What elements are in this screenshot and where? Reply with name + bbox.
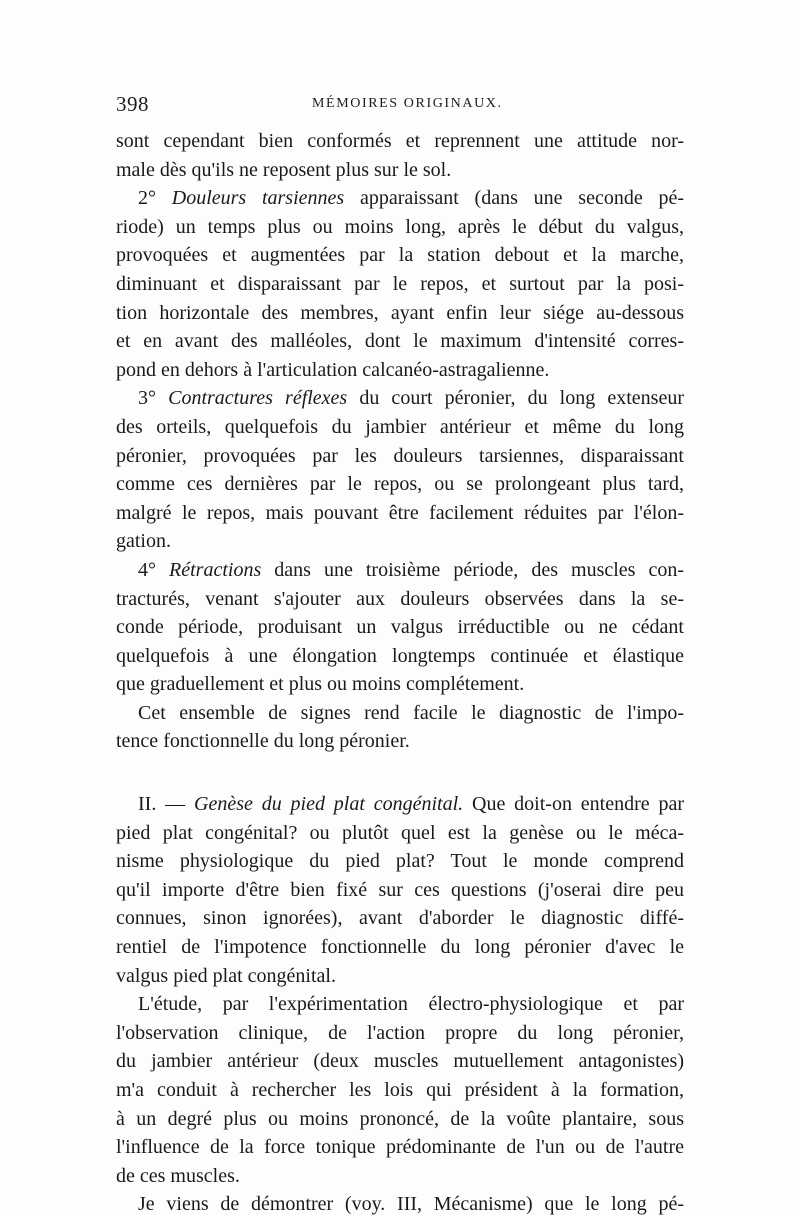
text-line: l'influence de la force tonique prédominante de l'un ou de l'autre: [116, 1136, 684, 1159]
text-line: diminuant et disparaissant par le repos, et surtout par la posi-: [116, 272, 684, 295]
text-line: riode) un temps plus ou moins long, après le début du valgus,: [116, 215, 684, 238]
text-line: comme ces dernières par le repos, ou se prolongeant plus tard,: [116, 473, 684, 496]
text-line: nisme physiologique du pied plat? Tout le monde comprend: [116, 850, 684, 873]
text-line: qu'il importe d'être bien fixé sur ces questions (j'oserai dire peu: [116, 878, 684, 901]
text-line: [116, 556, 684, 585]
section-gap: [116, 756, 684, 790]
text-line: gation.: [116, 530, 171, 553]
text-line: [116, 384, 684, 413]
paragraph-2: [116, 184, 684, 384]
line-rest: apparaissant (dans une seconde pé-: [359, 187, 684, 210]
text-line: pond en dehors à l'articulation calcanéo-astragalienne.: [116, 358, 550, 381]
page-header: [116, 92, 686, 122]
text-line: rentiel de l'impotence fonctionnelle du long péronier d'avec le: [116, 936, 684, 959]
text-line: [116, 184, 684, 213]
text-line: provoquées et augmentées par la station debout et la marche,: [116, 244, 684, 267]
line-rest: Que doit-on entendre par: [472, 793, 685, 816]
text-line: péronier, provoquées par les douleurs tarsiennes, disparaissant: [116, 444, 684, 467]
text-line: m'a conduit à rechercher les lois qui président à la formation,: [116, 1079, 684, 1101]
text-line: valgus pied plat congénital.: [116, 964, 336, 987]
text-line: L'étude, par l'expérimentation électro-physiologique et par: [138, 993, 684, 1016]
text-line: tion horizontale des membres, ayant enfin leur siége au-dessous: [116, 301, 684, 324]
item-number: 4°: [138, 558, 156, 581]
item-heading: Rétractions: [169, 558, 262, 581]
text-line: connues, sinon ignorées), avant d'aborder le diagnostic diffé-: [116, 907, 684, 930]
text-line: male dès qu'ils ne reposent plus sur le sol.: [116, 158, 452, 181]
text-line: conde période, produisant un valgus irréductible ou ne cédant: [116, 616, 684, 639]
section-heading: Genèse du pied plat congénital.: [194, 793, 464, 816]
text-line: [116, 790, 684, 819]
paragraph-3: [116, 384, 684, 556]
text-line: quelquefois à une élongation longtemps continuée et élastique: [116, 644, 684, 667]
page-number: 398: [116, 92, 149, 116]
text-line: Cet ensemble de signes rend facile le diagnostic de l'impo-: [138, 701, 684, 724]
paragraph-7: [116, 990, 684, 1190]
text-line: malgré le repos, mais pouvant être facilement réduites par l'élon-: [116, 501, 684, 524]
text-line: des orteils, quelquefois du jambier antérieur et même du long: [116, 415, 684, 438]
paragraph-4: [116, 556, 684, 699]
text-line: l'observation clinique, de l'action propre du long péronier,: [116, 1021, 684, 1044]
text-line: Je viens de démontrer (voy. III, Mécanisme) que le long pé-: [138, 1193, 684, 1216]
text-line: tence fonctionnelle du long péronier.: [116, 730, 410, 753]
text-line: tracturés, venant s'ajouter aux douleurs observées dans la se-: [116, 587, 684, 610]
paragraph-1: [116, 127, 684, 184]
item-number: 3°: [138, 387, 156, 410]
text-line: de ces muscles.: [116, 1164, 240, 1187]
item-number: 2°: [138, 187, 156, 210]
text-line: sont cependant bien conformés et reprennent une attitude nor-: [116, 130, 684, 152]
section-number: II. —: [138, 793, 186, 816]
paragraph-6: [116, 790, 684, 990]
text-line: à un degré plus ou moins prononcé, de la voûte plantaire, sous: [116, 1107, 684, 1130]
text-line: que graduellement et plus ou moins complétement.: [116, 673, 525, 696]
text-line: du jambier antérieur (deux muscles mutuellement antagonistes): [116, 1050, 684, 1073]
item-heading: Douleurs tarsiennes: [171, 187, 345, 210]
body-text: [116, 127, 684, 1219]
running-head: MÉMOIRES ORIGINAUX.: [312, 96, 503, 111]
text-line: pied plat congénital? ou plutôt quel est la genèse ou le méca-: [116, 821, 684, 844]
line-rest: du court péronier, du long extenseur: [359, 387, 684, 410]
line-rest: dans une troisième période, des muscles con-: [274, 558, 685, 581]
item-heading: Contractures réflexes: [168, 387, 348, 410]
text-line: et en avant des malléoles, dont le maximum d'intensité corres-: [116, 330, 684, 353]
paragraph-5: [116, 699, 684, 756]
